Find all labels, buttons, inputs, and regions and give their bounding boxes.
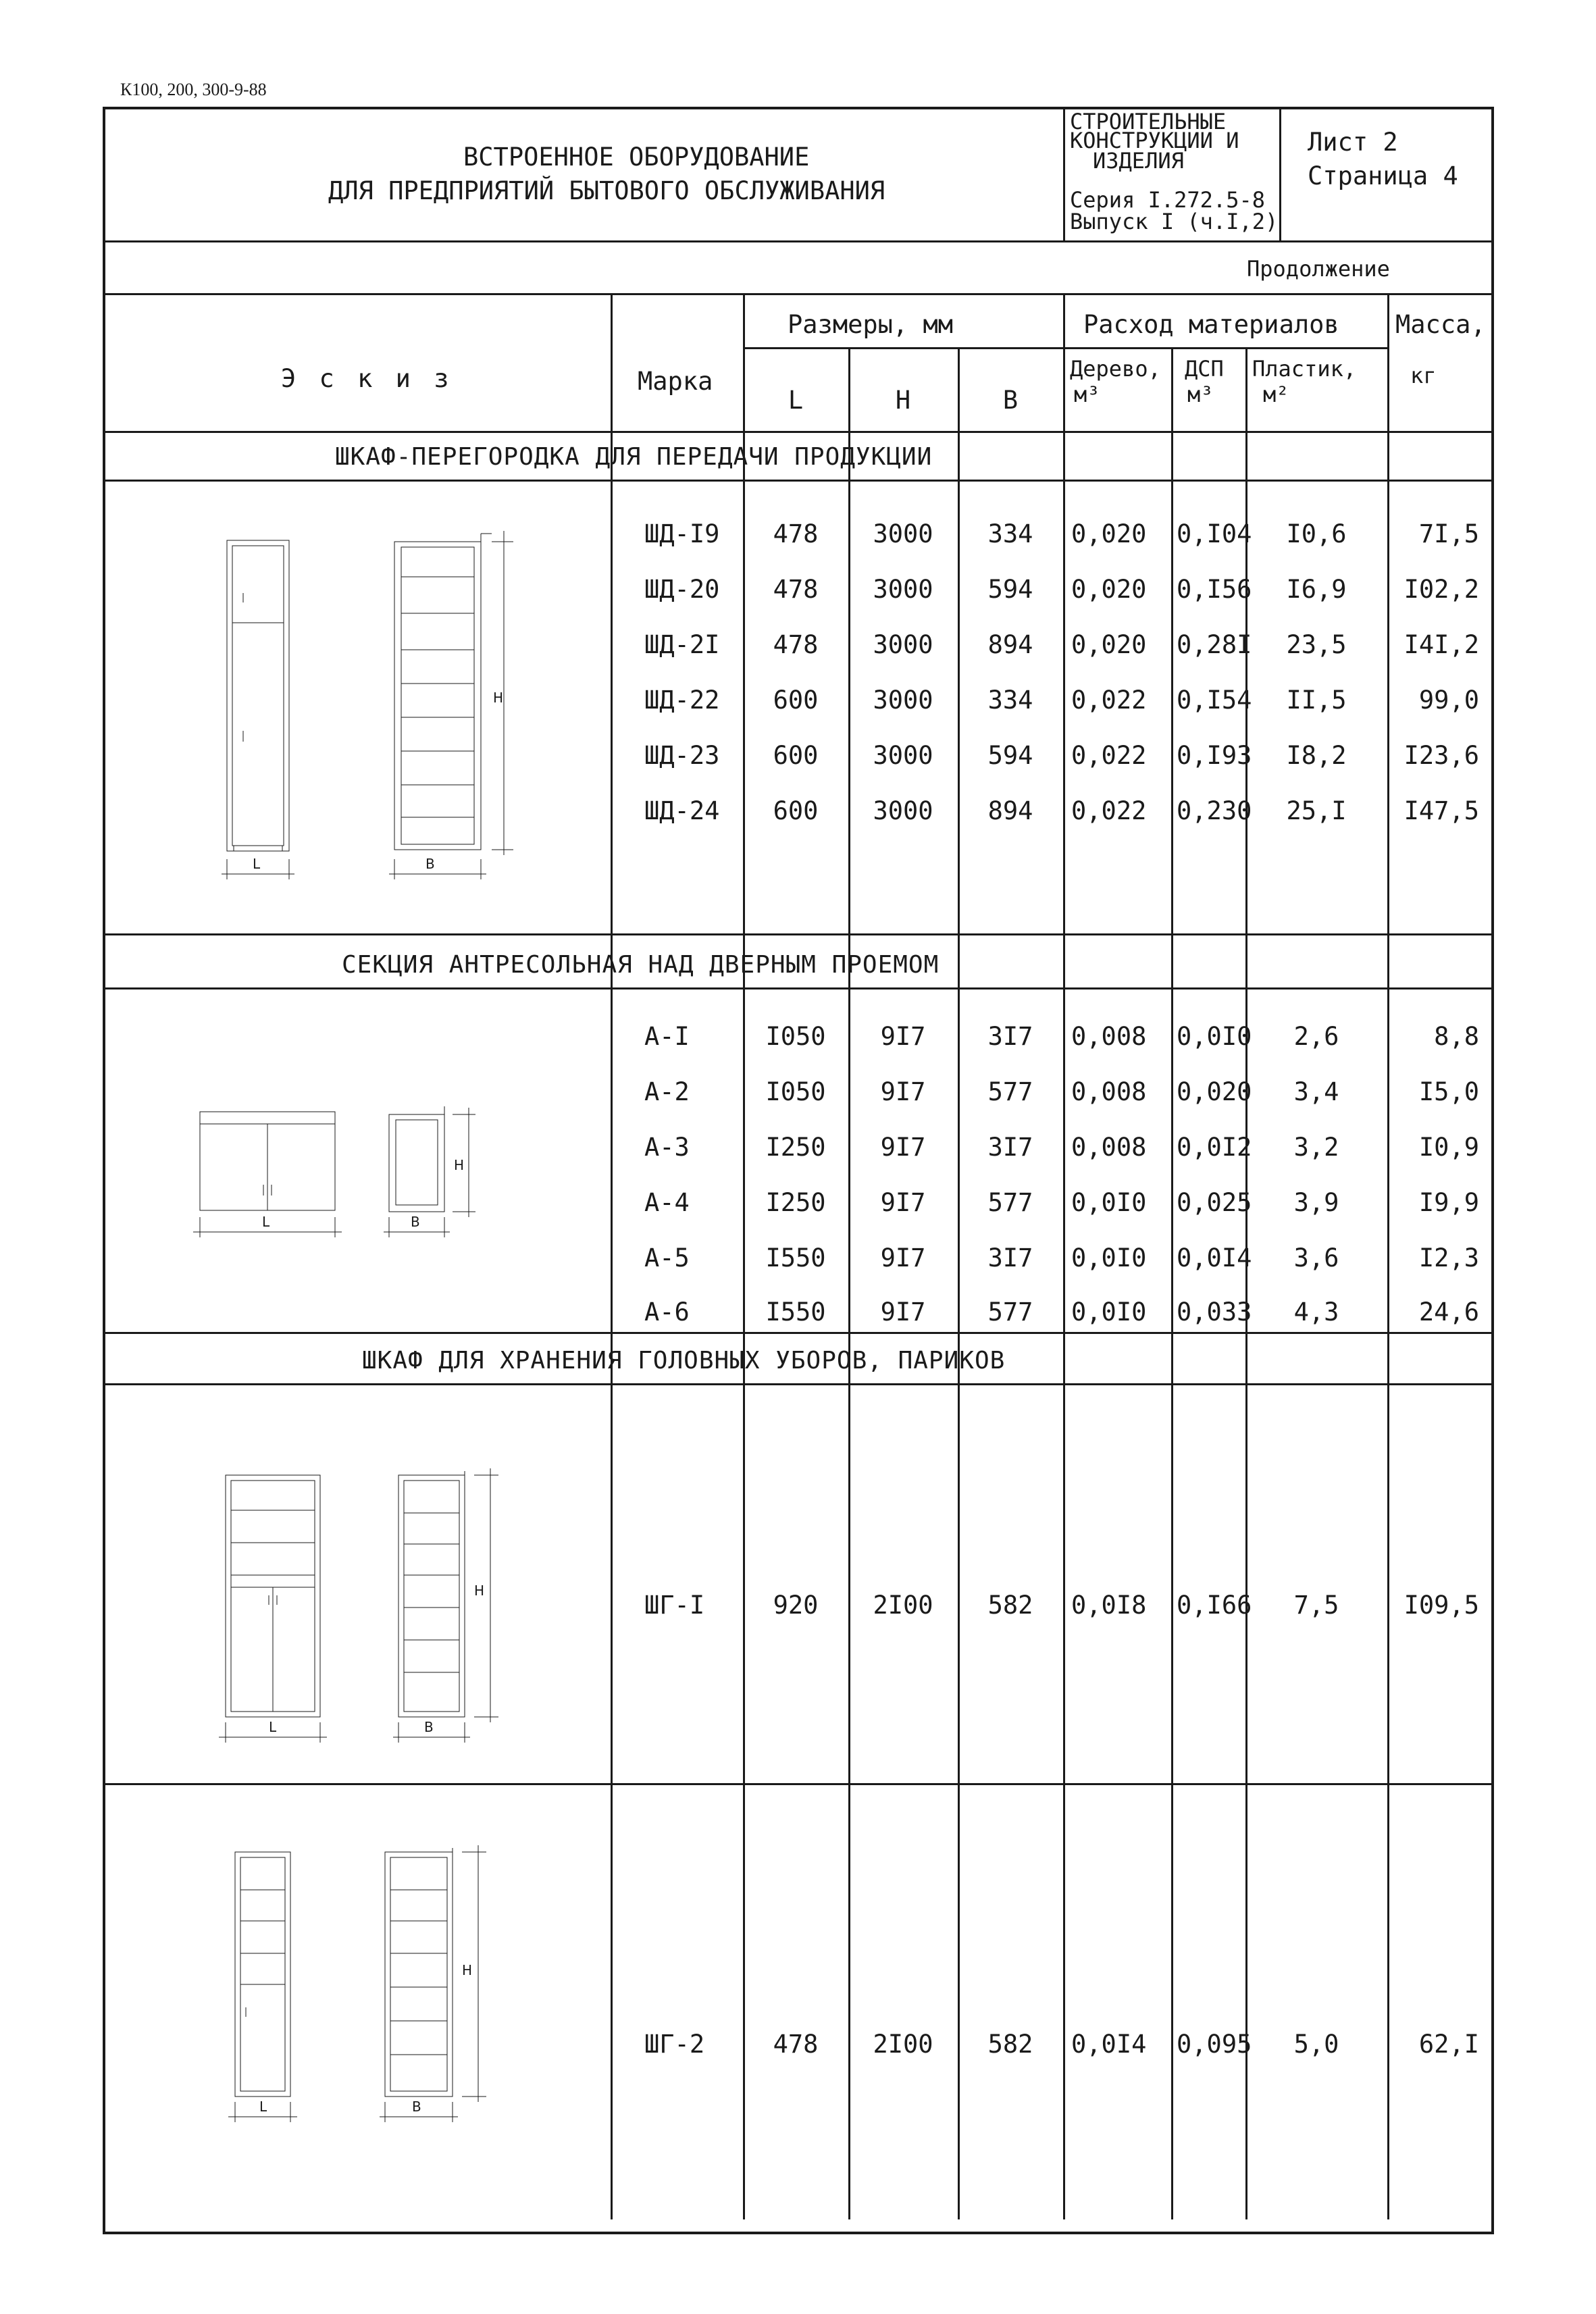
cell-wood: 0,020 <box>1071 575 1147 604</box>
cell-h: 3000 <box>873 575 933 604</box>
cell-mass: 8,8 <box>1434 1022 1479 1051</box>
series-number: Серия I.272.5-8 <box>1070 187 1265 213</box>
cell-l: I550 <box>765 1243 826 1272</box>
cell-dsp: 0,033 <box>1177 1297 1252 1327</box>
cell-plastic: I0,6 <box>1286 519 1347 548</box>
cell-l: I050 <box>765 1077 826 1106</box>
cell-wood: 0,022 <box>1071 796 1147 825</box>
cell-mark: ШД-24 <box>644 796 720 825</box>
sketch-3-label-h: H <box>474 1583 485 1599</box>
cell-mass: 24,6 <box>1418 1297 1479 1327</box>
sketch-2-label-l: L <box>262 1214 270 1230</box>
section-title-2: СЕКЦИЯ АНТРЕСОЛЬНАЯ НАД ДВЕРНЫМ ПРОЕМОМ <box>342 951 939 979</box>
cell-mass: I5,0 <box>1418 1077 1479 1106</box>
cell-l: 920 <box>773 1591 819 1620</box>
cell-h: 9I7 <box>880 1022 926 1051</box>
cell-l: 478 <box>773 519 819 548</box>
cell-b: 577 <box>987 1077 1033 1106</box>
cell-wood: 0,0I8 <box>1071 1591 1147 1620</box>
cell-h: 2I00 <box>873 1591 933 1620</box>
cell-b: 582 <box>987 1591 1033 1620</box>
sketch-1-label-l: L <box>253 856 261 872</box>
cell-dsp: 0,020 <box>1177 1077 1252 1106</box>
cell-h: 9I7 <box>880 1133 926 1162</box>
cell-b: 894 <box>987 796 1033 825</box>
header-plastic-unit: м² <box>1263 382 1289 407</box>
section-title-3: ШКАФ ДЛЯ ХРАНЕНИЯ ГОЛОВНЫХ УБОРОВ, ПАРИКОВ <box>362 1347 1006 1374</box>
cell-wood: 0,0I0 <box>1071 1297 1147 1327</box>
cell-plastic: I6,9 <box>1286 575 1347 604</box>
cell-wood: 0,008 <box>1071 1022 1147 1051</box>
cell-h: 2I00 <box>873 2030 933 2059</box>
cell-plastic: 23,5 <box>1286 630 1347 659</box>
cell-h: 9I7 <box>880 1297 926 1327</box>
cell-wood: 0,0I0 <box>1071 1188 1147 1217</box>
sketch-1-label-b: B <box>426 856 435 872</box>
document-code: К100, 200, 300-9-88 <box>120 80 267 99</box>
cell-dsp: 0,I66 <box>1177 1591 1252 1620</box>
cell-plastic: 3,6 <box>1293 1243 1339 1272</box>
cell-plastic: II,5 <box>1286 686 1347 715</box>
header-dimensions: Размеры, мм <box>788 310 954 339</box>
header-mass-unit: кг <box>1410 363 1437 388</box>
cell-mass: I09,5 <box>1404 1591 1479 1620</box>
cell-h: 3000 <box>873 519 933 548</box>
cell-mark: А-I <box>644 1022 690 1051</box>
cell-l: 600 <box>773 796 819 825</box>
cell-wood: 0,0I0 <box>1071 1243 1147 1272</box>
cell-b: 582 <box>987 2030 1033 2059</box>
sketch-4-label-l: L <box>259 2099 267 2115</box>
cell-plastic: 4,3 <box>1293 1297 1339 1327</box>
cell-plastic: 25,I <box>1286 796 1347 825</box>
cell-plastic: 3,4 <box>1293 1077 1339 1106</box>
cell-mass: I23,6 <box>1404 741 1479 770</box>
title-line-1: ВСТРОЕННОЕ ОБОРУДОВАНИЕ <box>463 143 810 172</box>
cell-l: 600 <box>773 741 819 770</box>
cell-wood: 0,020 <box>1071 630 1147 659</box>
header-materials: Расход материалов <box>1083 310 1339 339</box>
cell-b: 577 <box>987 1188 1033 1217</box>
sheet-number: Лист 2 <box>1308 128 1398 157</box>
header-wood-unit: м³ <box>1074 382 1100 407</box>
continuation-label: Продолжение <box>1247 256 1390 282</box>
sketch-2-label-b: B <box>411 1214 420 1230</box>
cell-plastic: 3,9 <box>1293 1188 1339 1217</box>
sketch-4-label-b: B <box>412 2099 421 2115</box>
cell-mark: А-2 <box>644 1077 690 1106</box>
header-dsp: ДСП <box>1185 356 1224 382</box>
cell-mass: 62,I <box>1418 2030 1479 2059</box>
cell-mark: ШГ-I <box>644 1591 705 1620</box>
title-line-2: ДЛЯ ПРЕДПРИЯТИЙ БЫТОВОГО ОБСЛУЖИВАНИЯ <box>328 176 885 205</box>
header-mark: Марка <box>638 367 713 396</box>
sketch-mezzanine-section <box>193 1105 625 1281</box>
cell-mass: I4I,2 <box>1404 630 1479 659</box>
cell-plastic: I8,2 <box>1286 741 1347 770</box>
cell-h: 9I7 <box>880 1243 926 1272</box>
cell-l: I550 <box>765 1297 826 1327</box>
cell-mark: ШД-2I <box>644 630 720 659</box>
cell-mass: I2,3 <box>1418 1243 1479 1272</box>
cell-b: 894 <box>987 630 1033 659</box>
cell-plastic: 2,6 <box>1293 1022 1339 1051</box>
sketch-3-label-b: B <box>424 1719 434 1735</box>
cell-mass: I02,2 <box>1404 575 1479 604</box>
cell-dsp: 0,0I2 <box>1177 1133 1252 1162</box>
cell-mass: 99,0 <box>1418 686 1479 715</box>
cell-wood: 0,008 <box>1071 1077 1147 1106</box>
cell-dsp: 0,28I <box>1177 630 1252 659</box>
cell-h: 9I7 <box>880 1077 926 1106</box>
sketch-2-label-h: H <box>454 1157 465 1173</box>
cell-b: 3I7 <box>987 1133 1033 1162</box>
cell-mark: ШД-23 <box>644 741 720 770</box>
cell-mass: 7I,5 <box>1418 519 1479 548</box>
cell-plastic: 5,0 <box>1293 2030 1339 2059</box>
cell-dsp: 0,I04 <box>1177 519 1252 548</box>
cell-dsp: 0,095 <box>1177 2030 1252 2059</box>
cell-l: I050 <box>765 1022 826 1051</box>
cell-mark: ШГ-2 <box>644 2030 705 2059</box>
cell-l: 478 <box>773 630 819 659</box>
issue-number: Выпуск I (ч.I,2) <box>1070 209 1279 234</box>
cell-mark: А-4 <box>644 1188 690 1217</box>
sketch-4-label-h: H <box>462 1962 473 1978</box>
cell-l: 600 <box>773 686 819 715</box>
header-wood: Дерево, <box>1070 356 1161 382</box>
header-dsp-unit: м³ <box>1187 382 1214 407</box>
cell-wood: 0,0I4 <box>1071 2030 1147 2059</box>
cell-b: 334 <box>987 519 1033 548</box>
cell-dsp: 0,I93 <box>1177 741 1252 770</box>
cell-l: I250 <box>765 1133 826 1162</box>
cell-b: 334 <box>987 686 1033 715</box>
cell-dsp: 0,230 <box>1177 796 1252 825</box>
cell-mass: I9,9 <box>1418 1188 1479 1217</box>
cell-l: 478 <box>773 575 819 604</box>
cell-mass: I47,5 <box>1404 796 1479 825</box>
page-number: Страница 4 <box>1308 161 1458 190</box>
cell-wood: 0,020 <box>1071 519 1147 548</box>
cell-mass: I0,9 <box>1418 1133 1479 1162</box>
cell-wood: 0,022 <box>1071 686 1147 715</box>
cell-b: 594 <box>987 741 1033 770</box>
stamp-line-2: КОНСТРУКЦИИ И <box>1070 128 1239 153</box>
cell-mark: А-5 <box>644 1243 690 1272</box>
cell-dsp: 0,0I0 <box>1177 1022 1252 1051</box>
cell-mark: А-6 <box>644 1297 690 1327</box>
cell-dsp: 0,I54 <box>1177 686 1252 715</box>
sketch-hat-cabinet-1 <box>222 1468 627 1735</box>
section-title-1: ШКАФ-ПЕРЕГОРОДКА ДЛЯ ПЕРЕДАЧИ ПРОДУКЦИИ <box>335 443 933 471</box>
cell-h: 3000 <box>873 741 933 770</box>
cell-h: 3000 <box>873 630 933 659</box>
cell-dsp: 0,0I4 <box>1177 1243 1252 1272</box>
cell-h: 3000 <box>873 686 933 715</box>
header-dim-h: H <box>895 386 911 415</box>
sketch-hat-cabinet-2 <box>231 1845 636 2115</box>
stamp-line-3: ИЗДЕЛИЯ <box>1093 148 1184 174</box>
cell-b: 594 <box>987 575 1033 604</box>
drawing-sheet <box>103 107 1494 2234</box>
cell-b: 3I7 <box>987 1243 1033 1272</box>
cell-wood: 0,008 <box>1071 1133 1147 1162</box>
cell-l: 478 <box>773 2030 819 2059</box>
cell-b: 3I7 <box>987 1022 1033 1051</box>
cell-mark: ШД-20 <box>644 575 720 604</box>
cell-l: I250 <box>765 1188 826 1217</box>
stamp-line-1: СТРОИТЕЛЬНЫЕ <box>1070 109 1227 134</box>
cell-wood: 0,022 <box>1071 741 1147 770</box>
sketch-3-label-l: L <box>269 1719 277 1735</box>
header-mass: Масса, <box>1395 310 1486 339</box>
sketch-1-label-h: H <box>493 690 504 706</box>
header-plastic: Пластик, <box>1252 356 1357 382</box>
cell-h: 9I7 <box>880 1188 926 1217</box>
header-dim-l: L <box>788 386 804 415</box>
cell-mark: ШД-I9 <box>644 519 720 548</box>
cell-h: 3000 <box>873 796 933 825</box>
cell-b: 577 <box>987 1297 1033 1327</box>
header-sketch: Э с к и з <box>281 364 453 393</box>
cell-mark: А-3 <box>644 1133 690 1162</box>
cell-dsp: 0,025 <box>1177 1188 1252 1217</box>
header-dim-b: B <box>1002 386 1019 415</box>
cell-dsp: 0,I56 <box>1177 575 1252 604</box>
cell-plastic: 3,2 <box>1293 1133 1339 1162</box>
cell-mark: ШД-22 <box>644 686 720 715</box>
cell-plastic: 7,5 <box>1293 1591 1339 1620</box>
